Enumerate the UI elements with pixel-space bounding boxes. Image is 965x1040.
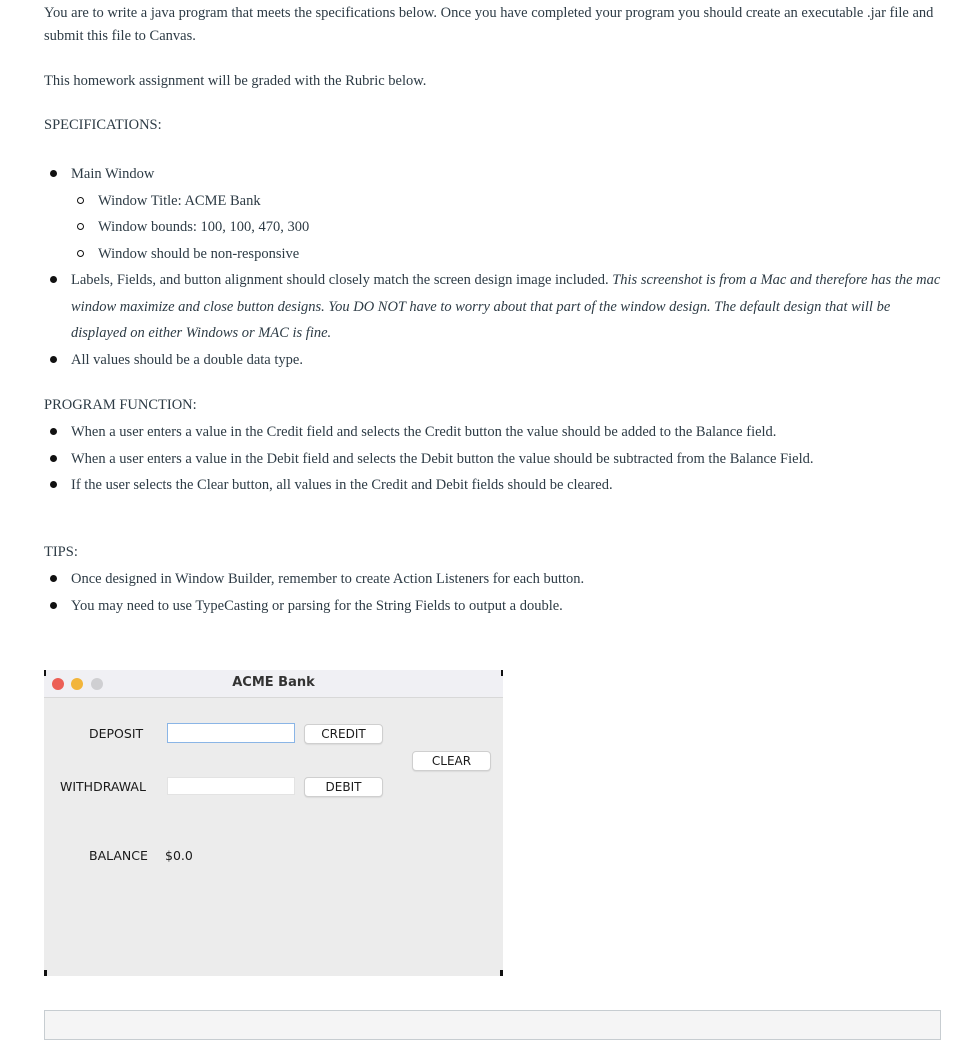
list-item: When a user enters a value in the Credit field and selects the Credit button the value should be added to the Balance field. [44,419,944,446]
list-item: Window bounds: 100, 100, 470, 300 [44,214,944,241]
withdrawal-field [167,777,295,795]
deposit-label: DEPOSIT [89,726,144,741]
deposit-field [167,723,295,743]
window-title-bar [44,670,503,698]
list-item: When a user enters a value in the Debit field and selects the Debit button the value should be subtracted from the Balance Field. [44,446,944,473]
list-item: Window Title: ACME Bank [44,188,944,215]
circle-bullet-icon [77,250,84,257]
bullet-icon [50,602,57,609]
rubric-table-edge [44,1010,941,1040]
list-item: If the user selects the Clear button, all values in the Credit and Debit fields should be cleared. [44,472,944,499]
bullet-icon [50,276,57,283]
bullet-icon [50,356,57,363]
bullet-icon [50,428,57,435]
tips-list [44,566,944,619]
circle-bullet-icon [77,223,84,230]
intro [44,2,939,93]
window-corner-mark [500,970,503,976]
circle-bullet-icon [77,197,84,204]
bullet-icon [50,455,57,462]
intro-paragraph: You are to write a java program that meets the specifications below. Once you have completed your program you should create an executable .jar file and submit this file to Canvas. [44,5,934,44]
window-title: ACME Bank [232,675,315,690]
rubric-note: This homework assignment will be graded with the Rubric below. [44,73,427,89]
bullet-icon [50,170,57,177]
list-item: All values should be a double data type. [44,347,944,374]
main-window-sublist [71,188,944,268]
tips-heading: TIPS: [44,544,78,560]
list-item: Window should be non-responsive [44,241,944,268]
list-item: You may need to use TypeCasting or parsing for the String Fields to output a double. [44,593,944,620]
bullet-icon [50,575,57,582]
list-item: Once designed in Window Builder, remember to create Action Listeners for each button. [44,566,944,593]
list-item: Labels, Fields, and button alignment should closely match the screen design image included. This screenshot is from a Mac and therefore has the mac window maximize and close button designs. You DO NOT have to worry about that part of the window design. The default design that will be displayed on either Windows or MAC is fine. [44,267,944,347]
balance-label: BALANCE [89,848,148,863]
mac-design-note: This screenshot is from a Mac and therefore has the mac window maximize and close button designs. You DO NOT have to worry about that part of the window design. The default design that will be displayed on either Windows or MAC is fine. [71,272,941,341]
bullet-icon [50,481,57,488]
window-corner-mark [501,670,503,676]
credit-button: CREDIT [304,724,383,744]
debit-button: DEBIT [304,777,383,797]
specifications-heading: SPECIFICATIONS: [44,117,162,133]
balance-value: $0.0 [165,848,193,863]
program-function-list [44,419,944,499]
program-function-heading: PROGRAM FUNCTION: [44,397,197,413]
withdrawal-label: WITHDRAWAL [60,779,146,794]
window-corner-mark [44,670,46,676]
acme-bank-window-image [44,670,503,976]
window-corner-mark [44,970,47,976]
list-item: Main Window Window Title: ACME Bank Window bounds: 100, 100, 470, 300 Window should be non-responsive [44,161,944,267]
clear-button: CLEAR [412,751,491,771]
specifications-list [44,161,944,373]
